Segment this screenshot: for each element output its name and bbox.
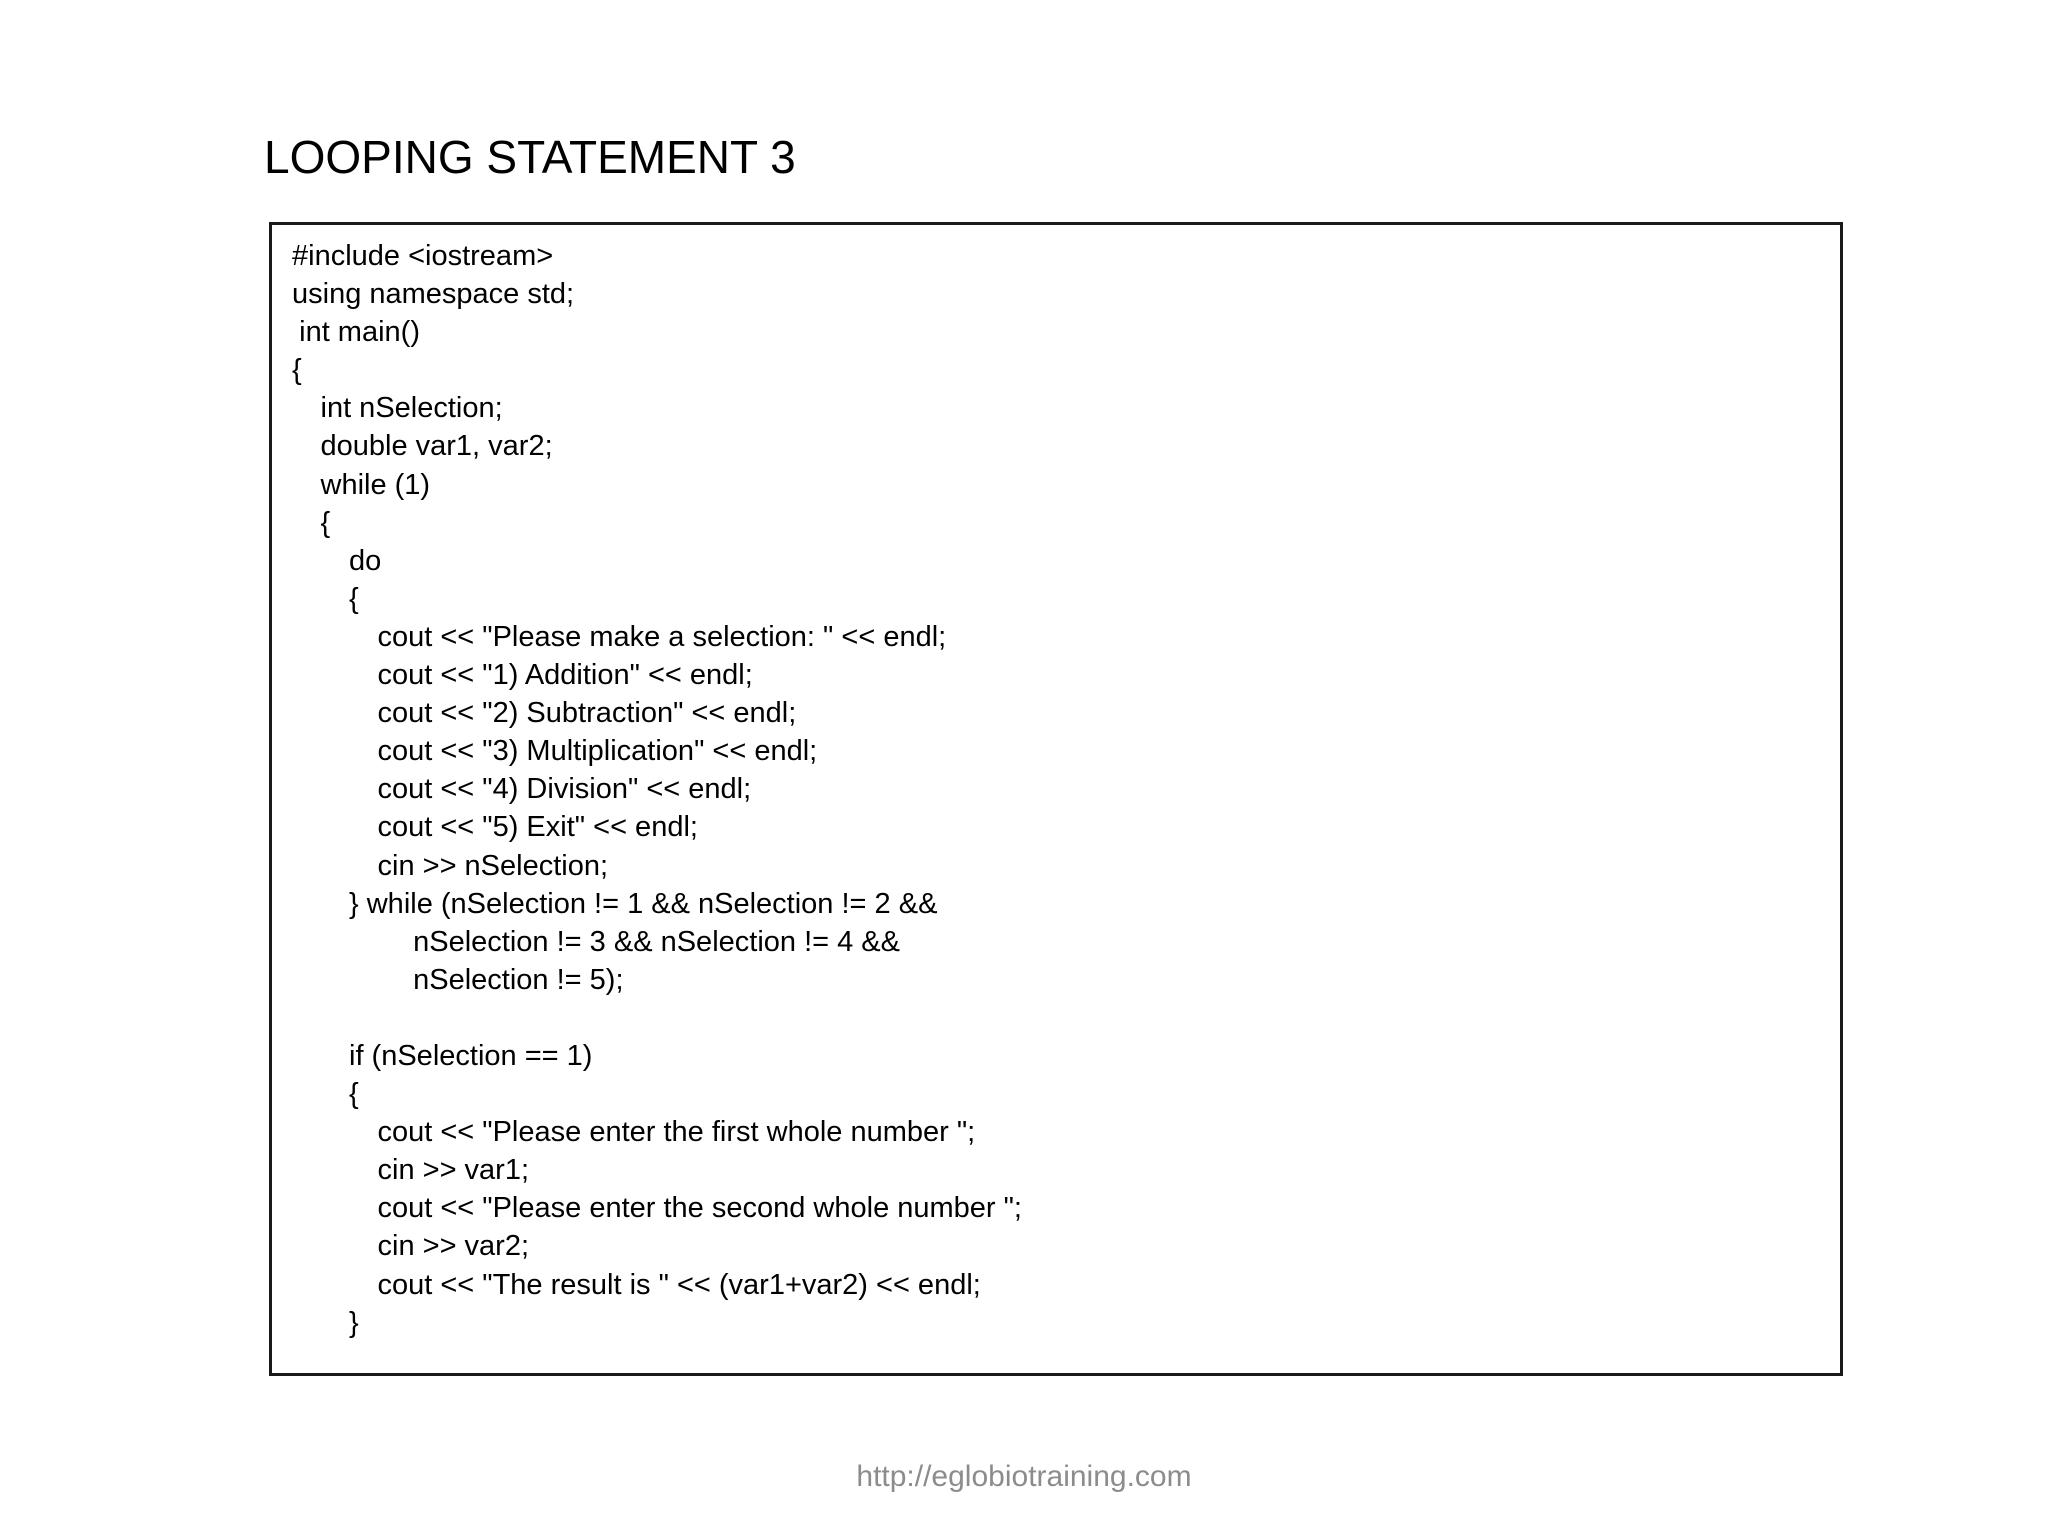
code-line: using namespace std; [292,278,575,311]
code-line: { [292,354,302,387]
code-line: cin >> var1; [377,1154,530,1187]
code-line: cout << "4) Division" << endl; [377,773,752,806]
code-line: cin >> var2; [377,1230,530,1263]
code-line: int nSelection; [320,392,503,425]
code-line: cout << "3) Multiplication" << endl; [377,735,818,768]
slide-title: LOOPING STATEMENT 3 [264,131,796,183]
code-line: { [349,1078,359,1111]
code-line: { [320,506,331,539]
code-line: { [349,582,359,615]
code-line: #include <iostream> [292,240,554,272]
code-line [272,999,1840,1037]
code-line: cout << "Please make a selection: " << endl; [377,620,947,653]
code-listing [269,222,1843,1376]
code-line: cin >> nSelection; [377,849,609,882]
code-line: } while (nSelection != 1 && nSelection != 2 && [349,887,938,920]
code-line: cout << "5) Exit" << endl; [377,811,698,844]
code-line: do [349,544,382,577]
code-line: cout << "2) Subtraction" << endl; [377,697,797,730]
code-line: cout << "Please enter the first whole number "; [377,1116,976,1149]
code-line: cout << "Please enter the second whole number "; [377,1192,1022,1225]
code-line: } [349,1306,359,1339]
code-line: nSelection != 3 && nSelection != 4 && [413,925,900,958]
code-line: if (nSelection == 1) [349,1039,593,1072]
code-line: double var1, var2; [320,430,553,463]
code-line: cout << "The result is " << (var1+var2) << endl; [377,1268,981,1301]
footer-url: http://eglobiotraining.com [856,1460,1192,1493]
code-line: while (1) [320,468,431,501]
code-line: nSelection != 5); [413,963,624,996]
code-line: int main() [299,316,420,349]
code-line: cout << "1) Addition" << endl; [377,659,753,692]
